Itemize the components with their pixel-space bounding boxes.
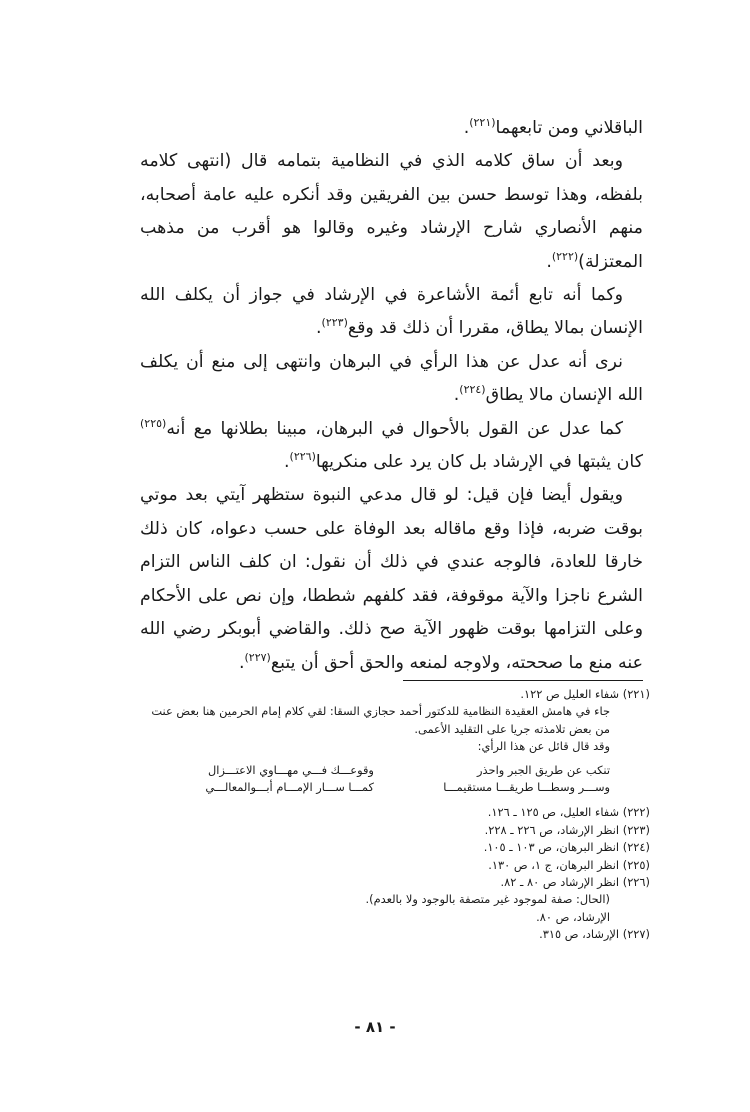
main-text [140, 112, 643, 680]
page-number: - ٨١ - [354, 1018, 396, 1036]
footnote-number: (٢٢٧) [622, 927, 650, 942]
footnote-226-source: الإرشاد، ص ٨٠. [536, 909, 610, 924]
paragraph-3: وكما أنه تابع أئمة الأشاعرة في الإرشاد في جواز أن يكلف الله الإنسان بمالا يطاق، مقررا أن ذلك قد وقع$^{(٢٢٣)}$. [140, 285, 643, 339]
poem-second-hemistichs [156, 762, 374, 797]
footnote-221-note: جاء في هامش العقيدة النظامية للدكتور أحمد حجازي السقا: لقي كلام إمام الحرمين هنا بعض عنت من بعض تلامذته جريا على التقليد الأعمى. [151, 704, 610, 736]
paragraph-4: نرى أنه عدل عن هذا الرأي في البرهان وانتهى إلى منع أن يكلف الله الإنسان مالا يطاق$^{(٢٢٤)}$. [140, 351, 643, 406]
paragraph-6: ويقول أيضا فإن قيل: لو قال مدعي النبوة ستظهر آيتي بعد موتي بوقت ضربه، فإذا وقع ماقاله بعد الوفاة على حسب دعواه، كان ذلك خارقا للعادة، فالوجه عندي في ذلك أن نقول: ان كلف الناس التزام الشرع ناجزا والآية موقوفة، فقد كلفهم شططا، وإن نص على الأحكام وعلى التزامها بوقت ظهور الآية صح ذلك. والقاضي أبوبكر رضي الله عنه منع ما صححته، ولاوجه لمنعه والحق أحق أن يتبع$^{(٢٢٧)}$. [140, 485, 643, 673]
footnote-222: (٢٢٢) شفاء العليل، ص ١٢٥ ـ ١٢٦. [138, 804, 650, 821]
footnote-divider [403, 680, 643, 681]
footnote-number: (٢٢٥) [622, 857, 650, 872]
footnote-ref-224[interactable]: (٢٢٤) [459, 383, 486, 397]
footnote-ref-226[interactable]: (٢٢٦) [289, 450, 316, 464]
paragraph-1: الباقلاني ومن تابعهما$^{(٢٢١)}$. [463, 116, 643, 138]
poem-first-hemistichs [392, 762, 610, 797]
paragraph-5: كما عدل عن القول بالأحوال في البرهان، مبينا بطلانها مع أنه$^{(٢٢٥)}$ كان يثبتها في الإرشاد بل كان يرد على منكريها$^{(٢٢٦)}$. [140, 416, 643, 473]
footnote-ref-221[interactable]: (٢٢١) [469, 116, 496, 130]
footnote-226: (٢٢٦) انظر الإرشاد ص ٨٠ ـ ٨٢. [138, 874, 650, 891]
footnotes [138, 686, 650, 944]
poem-line-2-left: كمـــا ســـار الإمـــام أبـــوالمعالـــي [205, 780, 374, 795]
footnote-225: (٢٢٥) انظر البرهان، ج ١، ص ١٣٠. [138, 857, 650, 874]
footnote-223: (٢٢٣) انظر الإرشاد، ص ٢٢٦ ـ ٢٢٨. [138, 822, 650, 839]
footnote-224: (٢٢٤) انظر البرهان، ص ١٠٣ ـ ١٠٥. [138, 839, 650, 856]
footnote-number: (٢٢٤) [622, 840, 650, 855]
poem [138, 762, 650, 797]
footnote-226-definition: (الحال: صفة لموجود غير متصفة بالوجود ولا بالعدم). [365, 892, 610, 907]
footnote-number: (٢٢١) [622, 687, 650, 701]
footnote-number: (٢٢٦) [622, 875, 650, 890]
footnote-ref-223[interactable]: (٢٢٣) [321, 316, 348, 330]
footnote-number: (٢٢٣) [622, 822, 650, 837]
footnote-ref-225[interactable]: (٢٢٥) [140, 416, 167, 430]
poem-line-2-right: وســـر وسطـــا طريقـــا مستقيمـــا [443, 780, 610, 795]
footnote-number: (٢٢٢) [622, 805, 650, 820]
footnote-227: (٢٢٧) الإرشاد، ص ٣١٥. [138, 926, 650, 943]
footnote-221: (٢٢١) شفاء العليل ص ١٢٢. [138, 686, 650, 703]
poem-line-1-left: وقوعـــك فـــي مهـــاوي الاعتـــزال [207, 762, 374, 777]
footnote-221-intro: وقد قال قائل عن هذا الرأي: [477, 739, 610, 754]
paragraph-2: وبعد أن ساق كلامه الذي في النظامية بتمامه قال (انتهى كلامه بلفظه، وهذا توسط حسن بين الفريقين وقد أنكره عليه عامة أصحابه، منهم الأنصاري شارح الإرشاد وغيره وقالوا هو أقرب من مذهب المعتزلة)$^{(٢٢٢)}$. [140, 151, 643, 272]
footnote-ref-227[interactable]: (٢٢٧) [244, 650, 271, 664]
footnote-ref-222[interactable]: (٢٢٢) [551, 249, 579, 263]
poem-line-1-right: تنكب عن طريق الجبر واحذر [477, 762, 610, 777]
